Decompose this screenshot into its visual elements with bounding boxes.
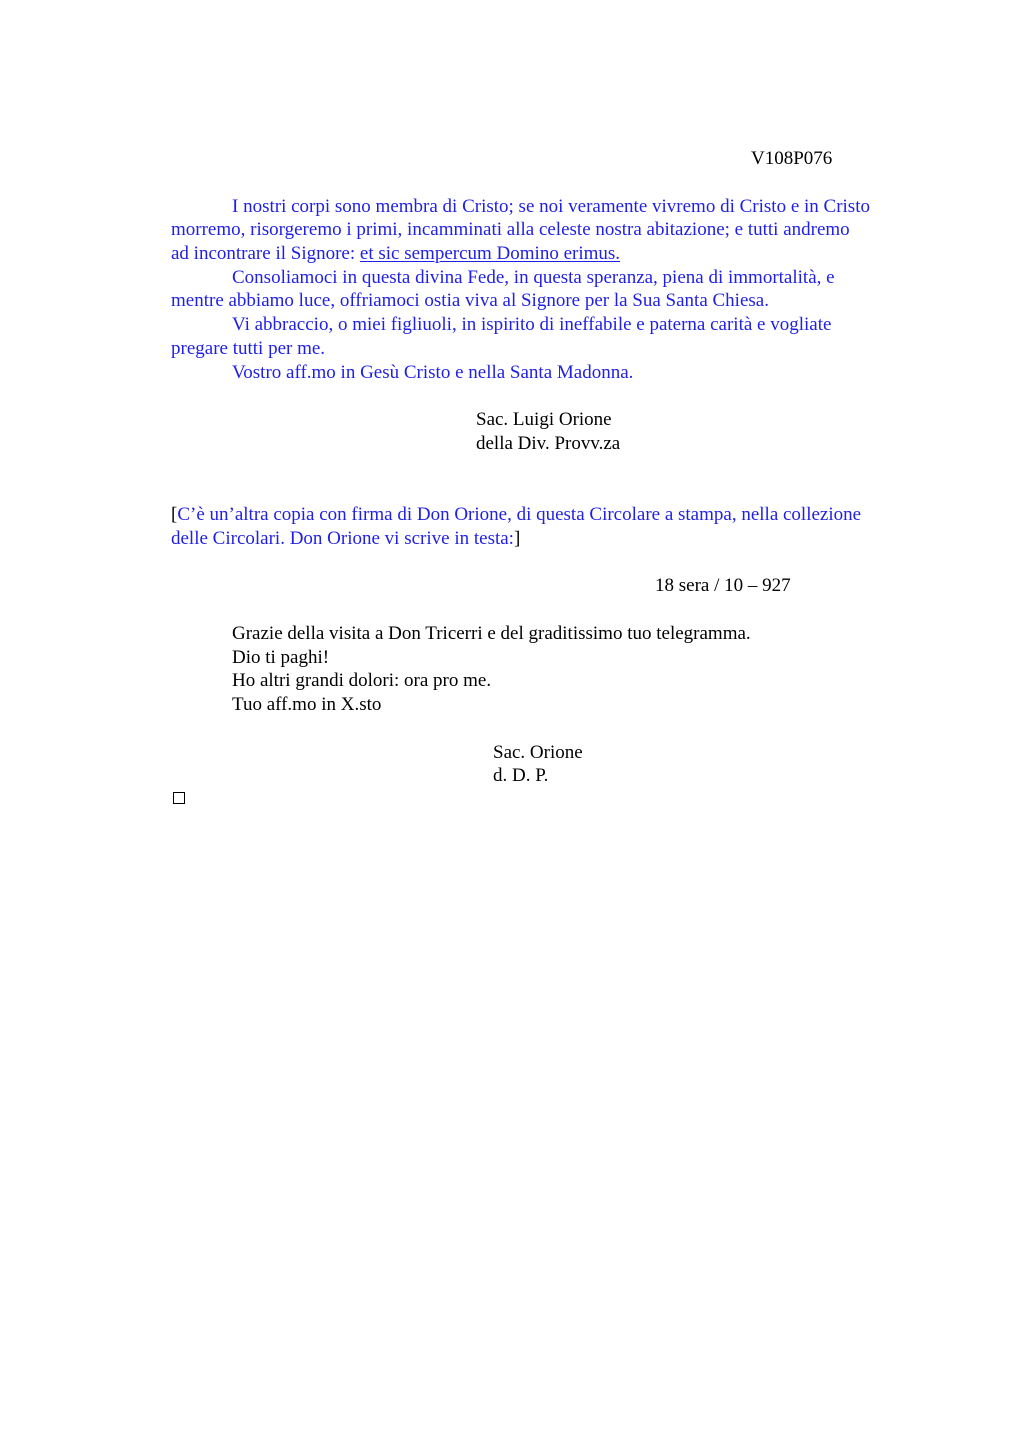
- editorial-note-line: [171, 528, 520, 550]
- letter-line-prefix: ad incontrare il Signore:: [171, 243, 360, 264]
- bracket-open: [: [171, 504, 178, 525]
- letter-line: pregare tutti per me.: [171, 338, 326, 359]
- letter-line: Consoliamoci in questa divina Fede, in questa speranza, piena di immortalità, e: [232, 267, 835, 288]
- signature-line: Sac. Luigi Orione: [476, 409, 612, 430]
- signature-line: Sac. Orione: [493, 742, 583, 763]
- editorial-note-text: delle Circolari. Don Orione vi scrive in testa:: [171, 528, 514, 549]
- note-line: Dio ti paghi!: [232, 647, 330, 668]
- note-line: Grazie della visita a Don Tricerri e del graditissimo tuo telegramma.: [232, 623, 751, 644]
- end-square-icon: [173, 792, 185, 804]
- letter-line: I nostri corpi sono membra di Cristo; se noi veramente vivremo di Cristo e in Cristo: [232, 196, 870, 217]
- note-date: 18 sera / 10 – 927: [655, 575, 791, 596]
- editorial-note-text: C’è un’altra copia con firma di Don Orione, di questa Circolare a stampa, nella collezione: [177, 504, 862, 525]
- editorial-note-line: [171, 504, 861, 526]
- letter-line: [171, 243, 620, 265]
- letter-line: Vi abbraccio, o miei figliuoli, in ispirito di ineffabile e paterna carità e vogliate: [232, 314, 832, 335]
- note-line: Tuo aff.mo in X.sto: [232, 694, 382, 715]
- document-code: V108P076: [751, 148, 833, 169]
- signature-line: della Div. Provv.za: [476, 433, 621, 454]
- letter-line: mentre abbiamo luce, offriamoci ostia viva al Signore per la Sua Santa Chiesa.: [171, 290, 769, 311]
- letter-line: Vostro aff.mo in Gesù Cristo e nella Santa Madonna.: [232, 362, 634, 383]
- letter-line: morremo, risorgeremo i primi, incamminati alla celeste nostra abitazione; e tutti andremo: [171, 219, 850, 240]
- note-line: Ho altri grandi dolori: ora pro me.: [232, 670, 492, 691]
- latin-quote-underlined: et sic sempercum Domino erimus.: [359, 243, 621, 264]
- bracket-close: ]: [513, 528, 521, 549]
- signature-line: d. D. P.: [493, 765, 549, 786]
